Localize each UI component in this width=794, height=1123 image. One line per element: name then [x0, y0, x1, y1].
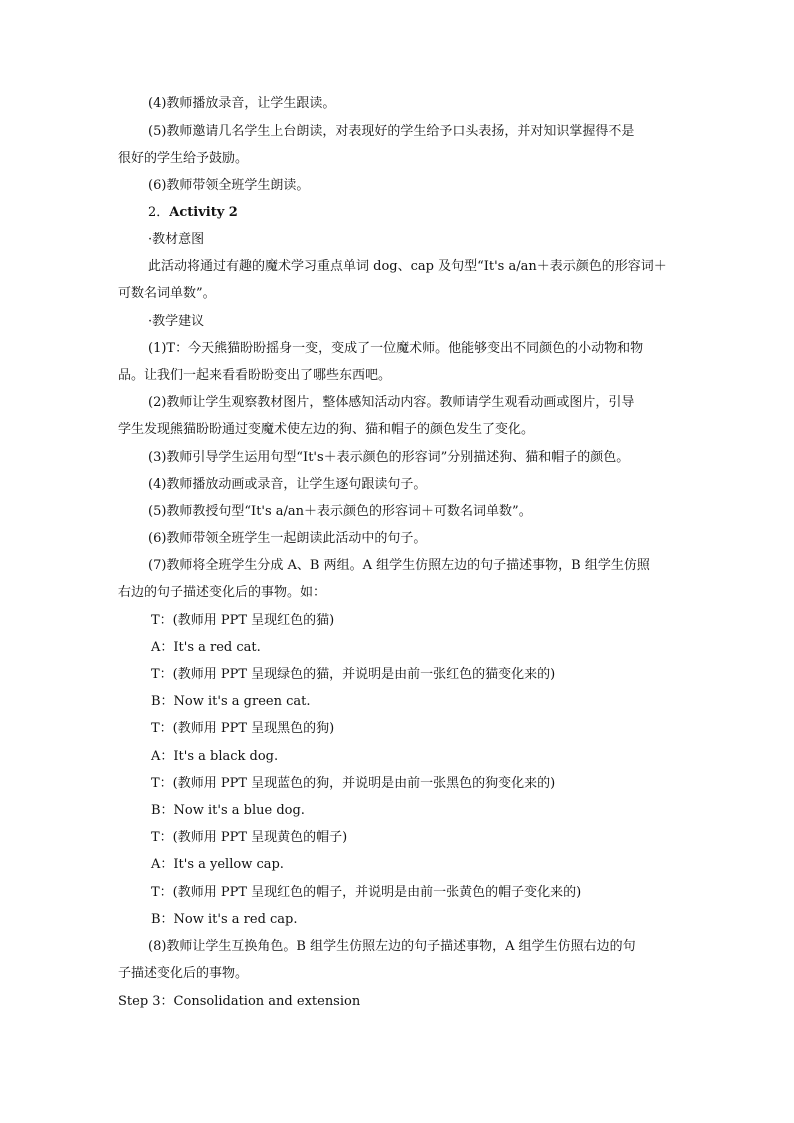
dialogue-line: T：(教师用 PPT 呈现蓝色的狗，并说明是由前一张黑色的狗变化来的) [151, 776, 556, 791]
dialogue-line: T：(教师用 PPT 呈现红色的帽子，并说明是由前一张黄色的帽子变化来的) [151, 885, 582, 900]
paragraph-line: (3)教师引导学生运用句型“It's＋表示颜色的形容词”分别描述狗、猫和帽子的颜色。 [148, 450, 630, 465]
paragraph-line: 子描述变化后的事物。 [118, 966, 249, 981]
paragraph-line: 很好的学生给予鼓励。 [118, 151, 249, 166]
dialogue-line: B：Now it's a red cap. [151, 912, 298, 927]
paragraph-line: (2)教师让学生观察教材图片，整体感知活动内容。教师请学生观看动画或图片，引导 [148, 395, 635, 410]
activity-title: Activity 2 [169, 205, 238, 220]
dialogue-line: B：Now it's a blue dog. [151, 803, 305, 818]
dialogue-line: A：It's a yellow cap. [151, 857, 284, 872]
dialogue-line: A：It's a red cat. [151, 640, 261, 655]
dialogue-line: B：Now it's a green cat. [151, 694, 311, 709]
paragraph-line: (6)教师带领全班学生一起朗读此活动中的句子。 [148, 531, 427, 546]
paragraph-line: (6)教师带领全班学生朗读。 [148, 178, 310, 193]
activity-heading [148, 204, 238, 222]
dialogue-line: T：(教师用 PPT 呈现黑色的狗) [151, 721, 335, 736]
dialogue-line: T：(教师用 PPT 呈现绿色的猫，并说明是由前一张红色的猫变化来的) [151, 667, 556, 682]
paragraph-line: 品。让我们一起来看看盼盼变出了哪些东西吧。 [118, 368, 392, 383]
paragraph-line: (4)教师播放录音，让学生跟读。 [148, 96, 336, 111]
paragraph-line: (1)T：今天熊猫盼盼摇身一变，变成了一位魔术师。他能够变出不同颜色的小动物和物 [148, 341, 644, 356]
paragraph-line: (5)教师邀请几名学生上台朗读，对表现好的学生给予口头表扬，并对知识掌握得不是 [148, 124, 635, 139]
paragraph-line: (8)教师让学生互换角色。B 组学生仿照左边的句子描述事物，A 组学生仿照右边的句 [148, 939, 636, 954]
paragraph-line: 学生发现熊猫盼盼通过变魔术使左边的狗、猫和帽子的颜色发生了变化。 [118, 422, 535, 437]
section-label: ·教学建议 [148, 314, 205, 329]
paragraph-line: 可数名词单数”。 [118, 286, 216, 301]
dialogue-line: A：It's a black dog. [151, 749, 279, 764]
paragraph-line: (5)教师教授句型“It's a/an＋表示颜色的形容词＋可数名词单数”。 [148, 504, 532, 519]
dialogue-line: T：(教师用 PPT 呈现黄色的帽子) [151, 830, 348, 845]
dialogue-line: T：(教师用 PPT 呈现红色的猫) [151, 613, 335, 628]
paragraph-line: (4)教师播放动画或录音，让学生逐句跟读句子。 [148, 477, 427, 492]
step-heading: Step 3：Consolidation and extension [118, 994, 361, 1009]
paragraph-line: 此活动将通过有趣的魔术学习重点单词 dog、cap 及句型“It's a/an＋表示颜色的形容词＋ [148, 259, 667, 274]
paragraph-line: (7)教师将全班学生分成 A、B 两组。A 组学生仿照左边的句子描述事物，B 组学生仿照 [148, 558, 650, 573]
paragraph-line: 右边的句子描述变化后的事物。如： [118, 585, 327, 600]
section-label: ·教材意图 [148, 232, 205, 247]
activity-number: 2． [148, 205, 170, 220]
